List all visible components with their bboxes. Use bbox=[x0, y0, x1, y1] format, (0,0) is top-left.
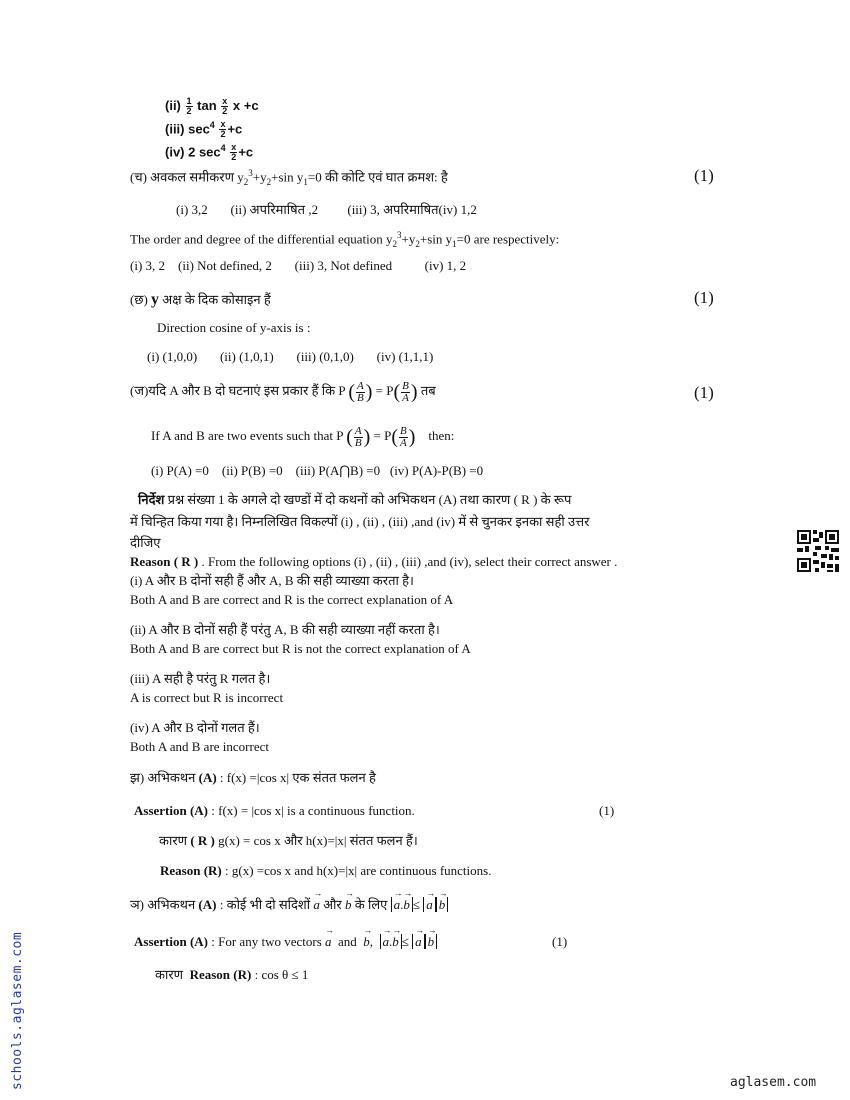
choice-ii-hindi: (ii) A और B दोनों सही हैं परंतु A, B की सही व्याख्या नहीं करता है। bbox=[130, 622, 440, 637]
choice-i-hindi: (i) A और B दोनों सही हैं और A, B की सही व्याख्या करता है। bbox=[130, 573, 414, 588]
q-chha-hindi: (छ) y अक्ष के दिक कोसाइन हैं bbox=[130, 291, 271, 308]
q-jha-hindi: झ) अभिकथन (A) : f(x) =|cos x| एक संतत फलन है bbox=[130, 770, 376, 785]
choice-iii-english: A is correct but R is incorrect bbox=[130, 690, 284, 705]
q-chha-options: (i) (1,0,0) (ii) (1,0,1) (iii) (0,1,0) (iv) (1,1,1) bbox=[147, 349, 434, 364]
q-jha-reason-hindi: कारण ( R ) g(x) = cos x और h(x)=|x| संतत फलन हैं। bbox=[159, 833, 418, 848]
choice-iii-hindi: (iii) A सही है परंतु R गलत है। bbox=[130, 671, 271, 686]
q-cha-hindi-options: (i) 3,2 (ii) अपरिमाषित ,2 (iii) 3, अपरिमाषित(iv) 1,2 bbox=[176, 202, 477, 217]
choice-iv-hindi: (iv) A और B दोनों गलत हैं। bbox=[130, 720, 260, 735]
q-jha-assertion: Assertion (A) : f(x) = |cos x| is a continuous function. bbox=[134, 803, 415, 818]
q-na-hindi: ञ) अभिकथन (A) : कोई भी दो सदिशों → a और → b के लिए → a.→ b ≤ → a→ b bbox=[130, 897, 448, 913]
q-cha-hindi: (च) अवकल समीकरण $y_2^3+y_2+\sin$ $y_1=0$ की कोटि एवं घात क्रमश: है bbox=[130, 168, 448, 187]
directions-line2: में चिन्हित किया गया है। निम्नलिखित विकल्पों (i) , (ii) , (iii) ,and (iv) में से चुनकर इनका सही उत्तर bbox=[130, 514, 590, 529]
option-iii: (iii) $\sec^4$ $\frac{x}{2}$ +c bbox=[165, 119, 243, 140]
side-watermark: schools.aglasem.com bbox=[10, 931, 25, 1090]
footer-watermark: aglasem.com bbox=[730, 1075, 817, 1090]
q-ja-options: (i) P(A) =0 (ii) P(B) =0 (iii) P(A⋂B) =0 (iv) P(A)-P(B) =0 bbox=[151, 463, 484, 478]
directions-line3: दीजिए bbox=[130, 535, 161, 550]
directions-line1: निर्देश प्रश्न संख्या 1 के अगले दो खण्डों में दो कथनों को अभिकथन (A) तथा कारण ( R ) के रूप bbox=[138, 492, 572, 507]
q-chha-english: Direction cosine of y-axis is : bbox=[157, 320, 311, 335]
q-na-assertion: Assertion (A) : For any two vectors → a and → b, → a.→ b ≤ → a→ b bbox=[134, 934, 437, 950]
q-cha-mark: (1) bbox=[694, 166, 714, 185]
q-ja-hindi: (ज)यदि A और B दो घटनाएं इस प्रकार हैं कि P ( $\frac{A}{B}$ ) = P( $\frac{B}{A}$ ) तब bbox=[130, 379, 436, 404]
q-ja-mark: (1) bbox=[694, 383, 714, 402]
option-iv: (iv) 2 $\sec^4$ $\frac{x}{2}$ +c bbox=[165, 142, 254, 163]
q-na-reason: कारण Reason (R) : cos θ ≤ 1 bbox=[155, 967, 309, 982]
choice-i-english: Both A and B are correct and R is the correct explanation of A bbox=[130, 592, 454, 607]
q-na-mark: (1) bbox=[552, 934, 568, 949]
choice-ii-english: Both A and B are correct but R is not the correct explanation of A bbox=[130, 641, 471, 656]
q-chha-mark: (1) bbox=[694, 288, 714, 307]
q-jha-reason-english: Reason (R) : g(x) =cos x and h(x)=|x| are continuous functions. bbox=[160, 863, 492, 878]
q-cha-english-options: (i) 3, 2 (ii) Not defined, 2 (iii) 3, Not defined (iv) 1, 2 bbox=[130, 258, 467, 273]
choice-iv-english: Both A and B are incorrect bbox=[130, 739, 269, 754]
q-jha-mark: (1) bbox=[599, 803, 615, 818]
q-ja-english: If A and B are two events such that P ( $\frac{A}{B}$ ) = P( $\frac{B}{A}$ ) then: bbox=[151, 424, 455, 449]
option-ii: (ii) $\frac{1}{2}$ tan $\frac{x}{2}$ x +c bbox=[165, 96, 259, 116]
q-cha-english: The order and degree of the differential equation $y_2^3+y_2+\sin$ $y_1=0$ are respectively: bbox=[130, 230, 560, 249]
directions-reason: Reason ( R ) . From the following options (i) , (ii) , (iii) ,and (iv), select their correct answer . bbox=[130, 554, 618, 569]
qr-code-icon bbox=[797, 530, 839, 572]
